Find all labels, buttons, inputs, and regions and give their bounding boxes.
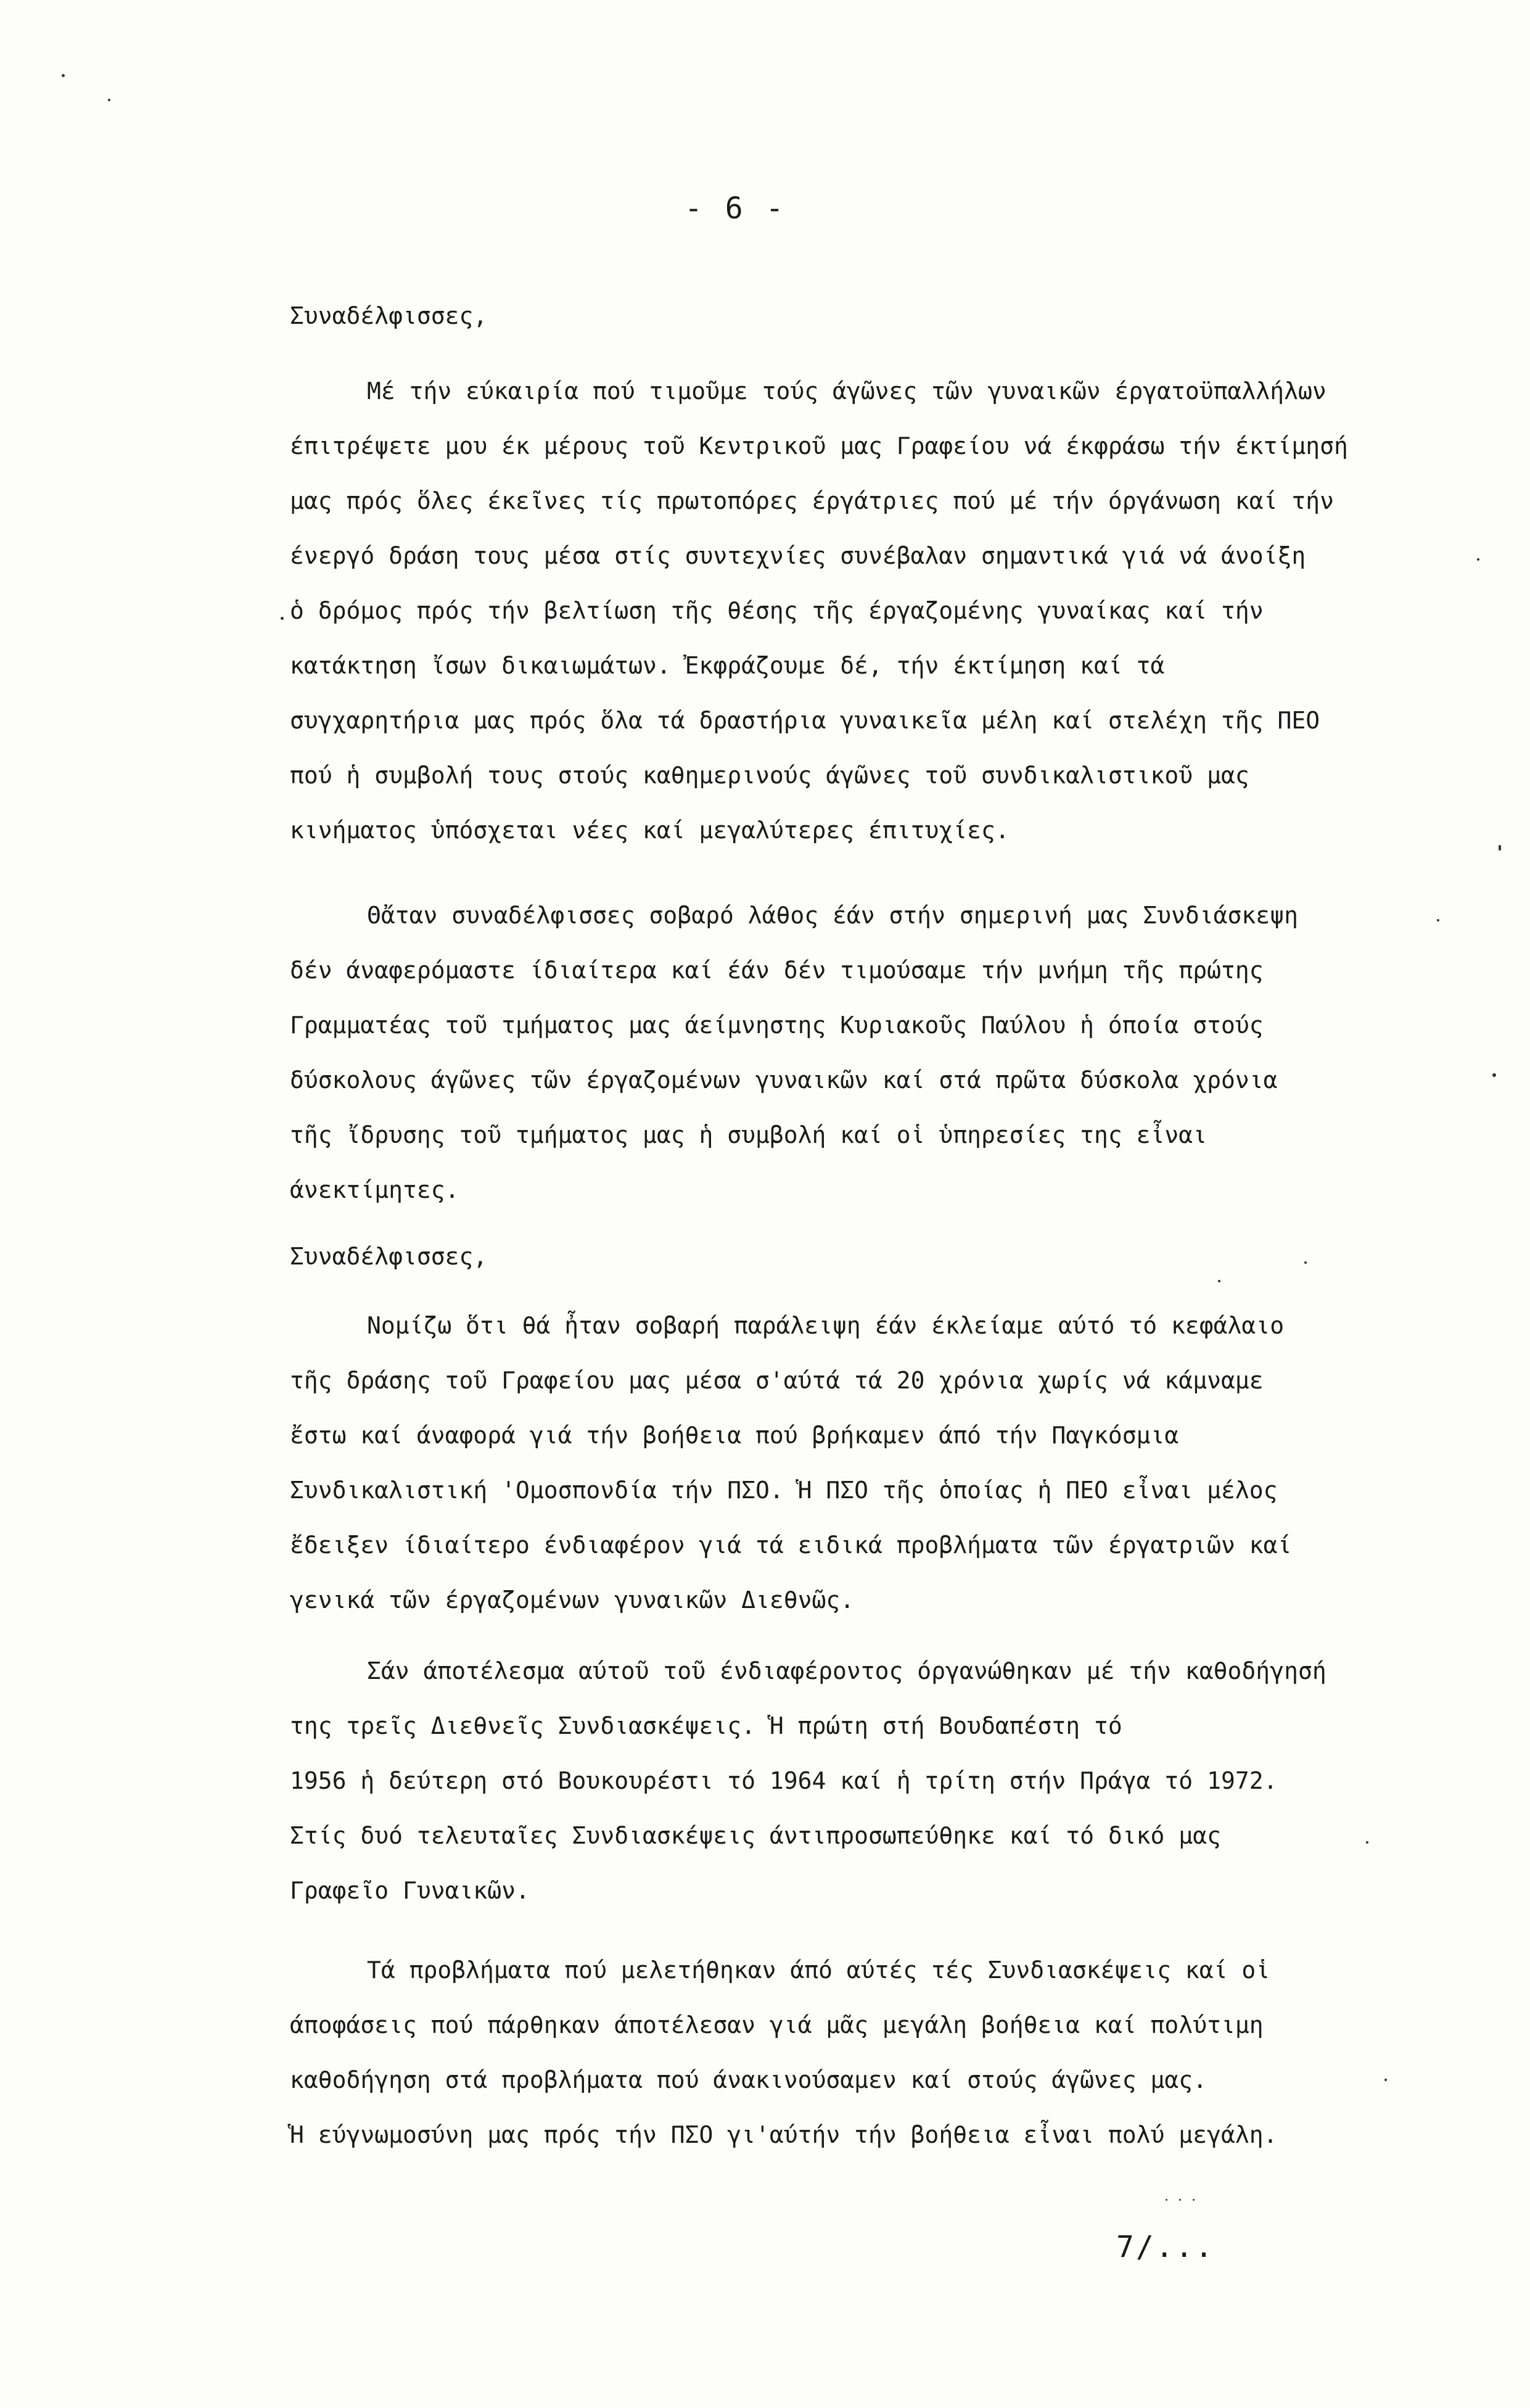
paragraph-1 xyxy=(290,364,1443,858)
text-line: Τά προβλήματα πού μελετήθηκαν άπό αύτές τές Συνδιασκέψεις καί οἱ xyxy=(367,1956,1270,1984)
paragraph-4 xyxy=(290,1644,1443,1918)
text-line: ἔστω καί άναφορά γιά τήν βοήθεια πού βρήκαμεν άπό τήν Παγκόσμια xyxy=(290,1422,1179,1449)
text-line: ἔδειξεν ίδιαίτερο ένδιαφέρον γιά τά ειδικά προβλήματα τῶν έργατριῶν καί xyxy=(290,1532,1292,1559)
scan-speck xyxy=(108,99,110,101)
text-line: κινήματος ὑπόσχεται νέες καί μεγαλύτερες έπιτυχίες. xyxy=(290,817,1010,844)
text-line: Μέ τήν εύκαιρία πού τιμοῦμε τούς άγῶνες τῶν γυναικῶν έργατοϋπαλλήλων xyxy=(367,377,1326,405)
text-line: πού ἡ συμβολή τους στούς καθημερινούς άγῶνες τοῦ συνδικαλιστικοῦ μας xyxy=(290,762,1249,789)
text-line: Συνδικαλιστική 'Ομοσπονδία τήν ΠΣΟ. Ἡ ΠΣΟ τῆς ὁποίας ἡ ΠΕΟ εἶναι μέλος xyxy=(290,1477,1278,1504)
scan-speck xyxy=(1477,558,1479,561)
scan-speck xyxy=(1437,919,1439,922)
scan-speck xyxy=(1218,1280,1220,1282)
paragraph-2 xyxy=(290,888,1443,1218)
text-line: κατάκτηση ἴσων δικαιωμάτων. Ἐκφράζουμε δέ, τήν έκτίμηση καί τά xyxy=(290,652,1165,679)
text-line: συγχαρητήρια μας πρός ὅλα τά δραστήρια γυναικεῖα μέλη καί στελέχη τῆς ΠΕΟ xyxy=(290,707,1320,734)
text-line: Γραμματέας τοῦ τμήματος μας άείμνηστης Κυριακοῦς Παύλου ἡ όποία στούς xyxy=(290,1012,1264,1039)
paragraph-5 xyxy=(290,1943,1443,2163)
text-line: ένεργό δράση τους μέσα στίς συντεχνίες συνέβαλαν σημαντικά γιά νά άνοίξη xyxy=(290,542,1306,569)
scan-speck xyxy=(1179,2199,1181,2201)
text-line: δέν άναφερόμαστε ίδιαίτερα καί έάν δέν τιμούσαμε τήν μνήμη τῆς πρώτης xyxy=(290,957,1264,984)
text-line: Γραφεῖο Γυναικῶν. xyxy=(290,1877,530,1904)
continuation-marker: 7/... xyxy=(1116,2230,1215,2264)
text-line: Νομίζω ὅτι θά ἦταν σοβαρή παράλειψη έάν έκλείαμε αύτό τό κεφάλαιο xyxy=(367,1312,1285,1339)
text-line: γενικά τῶν έργαζομένων γυναικῶν Διεθνῶς. xyxy=(290,1586,855,1614)
scan-speck xyxy=(1304,1261,1307,1264)
text-line: ὁ δρόμος πρός τήν βελτίωση τῆς θέσης τῆς έργαζομένης γυναίκας καί τήν xyxy=(290,597,1264,624)
scan-speck xyxy=(281,617,284,620)
text-line: άνεκτίμητες. xyxy=(290,1176,459,1203)
scan-speck xyxy=(1193,2199,1195,2201)
scan-speck xyxy=(1366,1841,1368,1844)
scan-speck xyxy=(1499,845,1501,851)
text-line: τῆς ἴδρυσης τοῦ τμήματος μας ἡ συμβολή καί οἱ ὑπηρεσίες της εἶναι xyxy=(290,1121,1207,1148)
text-line: Ἡ εύγνωμοσύνη μας πρός τήν ΠΣΟ γι'αύτήν τήν βοήθεια εἶναι πολύ μεγάλη. xyxy=(290,2121,1278,2148)
text-line: Στίς δυό τελευταῖες Συνδιασκέψεις άντιπροσωπεύθηκε καί τό δικό μας xyxy=(290,1822,1221,1849)
text-line: τῆς δράσης τοῦ Γραφείου μας μέσα σ'αύτά τά 20 χρόνια χωρίς νά κάμναμε xyxy=(290,1367,1264,1394)
text-line: της τρεῖς Διεθνεῖς Συνδιασκέψεις. Ἡ πρώτη στή Βουδαπέστη τό xyxy=(290,1712,1122,1739)
scan-speck xyxy=(1492,1073,1496,1077)
text-line: Θἄταν συναδέλφισσες σοβαρό λάθος έάν στήν σημερινή μας Συνδιάσκεψη xyxy=(367,902,1298,929)
text-line: μας πρός ὅλες έκεῖνες τίς πρωτοπόρες έργάτριες πού μέ τήν όργάνωση καί τήν xyxy=(290,487,1334,514)
scan-speck xyxy=(62,74,65,77)
text-line: 1956 ἡ δεύτερη στό Βουκουρέστι τό 1964 καί ἡ τρίτη στήν Πράγα τό 1972. xyxy=(290,1767,1278,1794)
text-line: δύσκολους άγῶνες τῶν έργαζομένων γυναικῶν καί στά πρῶτα δύσκολα χρόνια xyxy=(290,1066,1278,1094)
page-number: - 6 - xyxy=(685,191,786,226)
paragraph-3 xyxy=(290,1298,1443,1628)
salutation-first: Συναδέλφισσες, xyxy=(290,302,488,329)
text-line: άποφάσεις πού πάρθηκαν άποτέλεσαν γιά μᾶς μεγάλη βοήθεια καί πολύτιμη xyxy=(290,2011,1264,2039)
text-line: Σάν άποτέλεσμα αύτοῦ τοῦ ένδιαφέροντος όργανώθηκαν μέ τήν καθοδήγησή xyxy=(367,1657,1326,1684)
scan-speck xyxy=(1384,2079,1387,2081)
text-line: καθοδήγηση στά προβλήματα πού άνακινούσαμεν καί στούς άγῶνες μας. xyxy=(290,2066,1207,2093)
scan-speck xyxy=(1166,2199,1167,2201)
salutation-second: Συναδέλφισσες, xyxy=(290,1243,488,1270)
text-line: έπιτρέψετε μου έκ μέρους τοῦ Κεντρικοῦ μας Γραφείου νά έκφράσω τήν έκτίμησή xyxy=(290,432,1348,460)
